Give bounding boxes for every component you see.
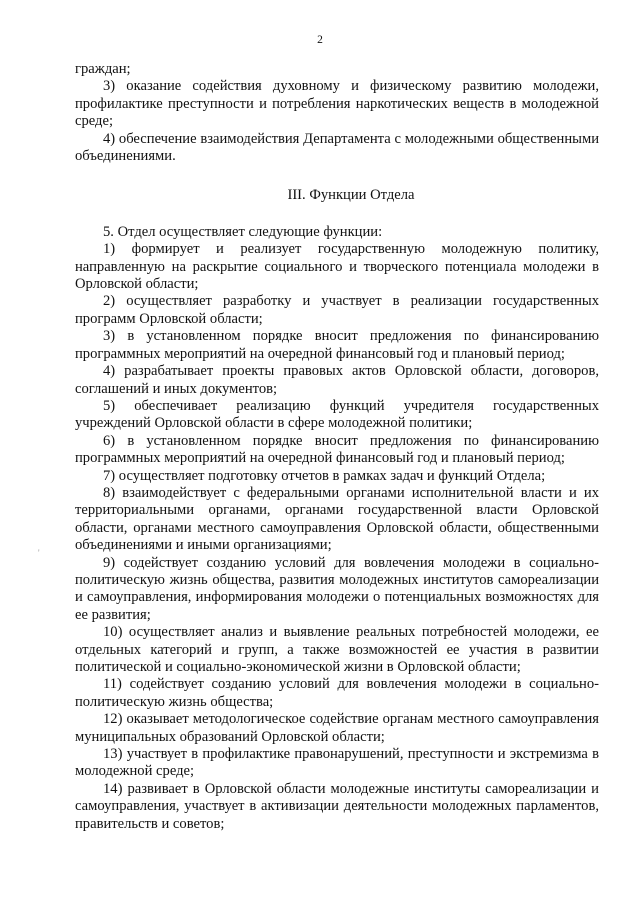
paragraph-goal-3: 3) оказание содействия духовному и физическому развитию молодежи, профилактике преступности и потребления наркотических веществ в молодежной среде; [75, 78, 599, 130]
section-heading: III. Функции Отдела [287, 187, 415, 204]
page-number: 2 [317, 34, 323, 46]
function-item-4: 4) разрабатывает проекты правовых актов Орловской области, договоров, соглашений и иных документов; [75, 363, 599, 397]
function-item-11: 11) содействует созданию условий для вовлечения молодежи в социально-политическую жизнь общества; [75, 676, 599, 710]
function-item-1: 1) формирует и реализует государственную молодежную политику, направленную на раскрытие социального и творческого потенциала молодежи в Орловской области; [75, 241, 599, 293]
function-item-3: 3) в установленном порядке вносит предложения по финансированию программных мероприятий на очередной финансовый год и плановый период; [75, 328, 599, 362]
margin-mark: ' [38, 548, 40, 558]
function-item-8: 8) взаимодействует с федеральными органами исполнительной власти и их территориальными органами, органами государственной власти Орловской области, органами местного самоуправления Орловской области, общественными объединениями и иными организациями; [75, 484, 599, 554]
document-body [75, 61, 599, 833]
function-item-10: 10) осуществляет анализ и выявление реальных потребностей молодежи, ее отдельных категорий и групп, а также возможностей ее участия в развитии политической и социально-экономической жизни в Орловской области; [75, 624, 599, 675]
function-item-6: 6) в установленном порядке вносит предложения по финансированию программных мероприятий на очередной финансовый год и плановый период; [75, 432, 599, 467]
paragraph-continuation: граждан; [75, 61, 131, 77]
function-item-9: 9) содействует созданию условий для вовлечения молодежи в социально-политическую жизнь общества, развития молодежных институтов самореализации и самоуправления, информирования молодежи о потенциальных возможностях для ее развития; [75, 554, 599, 623]
function-item-5: 5) обеспечивает реализацию функций учредителя государственных учреждений Орловской области в сфере молодежной политики; [75, 397, 599, 432]
functions-intro: 5. Отдел осуществляет следующие функции: [103, 223, 383, 240]
function-item-7: 7) осуществляет подготовку отчетов в рамках задач и функций Отдела; [103, 467, 546, 484]
function-item-14: 14) развивает в Орловской области молодежные институты самореализации и самоуправления, участвует в активизации деятельности молодежных парламентов, правительств и советов; [75, 780, 599, 832]
paragraph-goal-4: 4) обеспечение взаимодействия Департамента с молодежными общественными объединениями. [75, 130, 599, 165]
function-item-13: 13) участвует в профилактике правонарушений, преступности и экстремизма в молодежной среде; [75, 746, 599, 780]
function-item-2: 2) осуществляет разработку и участвует в реализации государственных программ Орловской области; [75, 293, 599, 327]
function-item-12: 12) оказывает методологическое содействие органам местного самоуправления муниципальных образований Орловской области; [75, 711, 599, 745]
